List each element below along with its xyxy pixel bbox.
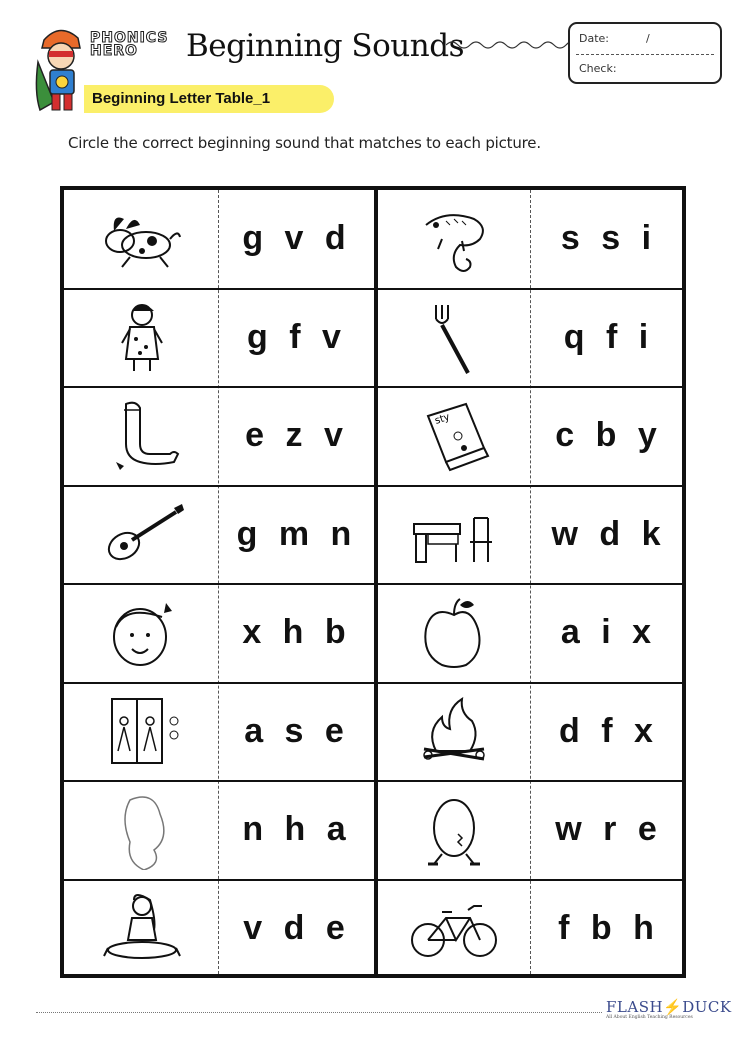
- letter-choices-text: g m n: [236, 514, 358, 553]
- letter-choices-text: v d e: [243, 908, 351, 947]
- letter-choices[interactable]: [534, 584, 684, 681]
- letter-choices-text: a s e: [244, 711, 350, 750]
- dashed-divider-right: [530, 190, 531, 974]
- letter-choices-text: s s i: [560, 219, 658, 257]
- letter-choices-text: w r e: [555, 810, 663, 848]
- letter-choices-text: d f x: [559, 711, 659, 750]
- date-separator: [576, 54, 714, 55]
- instruction-text: Circle the correct beginning sound that matches to each picture.: [68, 134, 541, 152]
- sitting-girl-icon: [66, 880, 218, 977]
- date-check-box: [568, 22, 722, 84]
- beginning-letter-table: [60, 186, 686, 978]
- letter-choices-text: n h a: [242, 810, 352, 848]
- decorative-squiggle: [446, 38, 570, 52]
- date-slash: /: [646, 32, 650, 45]
- letter-choices[interactable]: [222, 486, 372, 583]
- letter-choices[interactable]: [534, 289, 684, 386]
- letter-choices-text: e z v: [245, 416, 349, 454]
- dashed-divider-left: [218, 190, 219, 974]
- letter-choices-text: f b h: [558, 908, 660, 947]
- subtitle: Beginning Letter Table_1: [92, 90, 271, 107]
- letter-choices-text: c b y: [555, 416, 663, 454]
- phonics-hero-logo: PHONICS HERO: [90, 30, 169, 59]
- letter-choices[interactable]: [534, 880, 684, 977]
- phonics-hero-mascot: [30, 22, 90, 114]
- letter-choices[interactable]: [222, 387, 372, 484]
- dog-icon: [66, 190, 218, 287]
- elevator-icon: [66, 683, 218, 780]
- letter-choices[interactable]: [534, 781, 684, 878]
- footer-dotted-line: [36, 1012, 602, 1013]
- apple-icon: [378, 584, 530, 681]
- letter-choices-text: a i x: [560, 613, 658, 651]
- bicycle-icon: [378, 880, 530, 977]
- letter-choices[interactable]: [222, 190, 372, 287]
- letter-choices-text: w d k: [551, 514, 667, 553]
- egg-icon: [378, 781, 530, 878]
- letter-choices[interactable]: [222, 683, 372, 780]
- chameleon-icon: [378, 190, 530, 287]
- letter-choices[interactable]: [534, 387, 684, 484]
- letter-choices[interactable]: [222, 781, 372, 878]
- letter-choices[interactable]: [222, 584, 372, 681]
- letter-choices[interactable]: [534, 683, 684, 780]
- fire-icon: [378, 683, 530, 780]
- letter-choices-text: x h b: [242, 613, 352, 651]
- girl-icon: [66, 289, 218, 386]
- flashduck-logo: FLASH⚡DUCK All About English Teaching Resources: [606, 998, 732, 1020]
- hair-icon: [66, 781, 218, 878]
- letter-choices[interactable]: [534, 190, 684, 287]
- head-icon: [66, 584, 218, 681]
- date-label: Date:: [579, 32, 609, 45]
- storybook-icon: [378, 387, 530, 484]
- elbow-icon: [66, 387, 218, 484]
- letter-choices-text: g v d: [242, 219, 352, 257]
- letter-choices-text: q f i: [563, 317, 655, 356]
- desk-chair-icon: [378, 486, 530, 583]
- subtitle-banner: [84, 85, 334, 113]
- letter-choices[interactable]: [534, 486, 684, 583]
- letter-choices-text: g f v: [247, 317, 347, 356]
- check-label: Check:: [579, 62, 617, 75]
- page-title: Beginning Sounds: [186, 28, 464, 64]
- guitar-icon: [66, 486, 218, 583]
- fork-icon: [378, 289, 530, 386]
- letter-choices[interactable]: [222, 289, 372, 386]
- letter-choices[interactable]: [222, 880, 372, 977]
- svg-text:sty: sty: [433, 411, 452, 427]
